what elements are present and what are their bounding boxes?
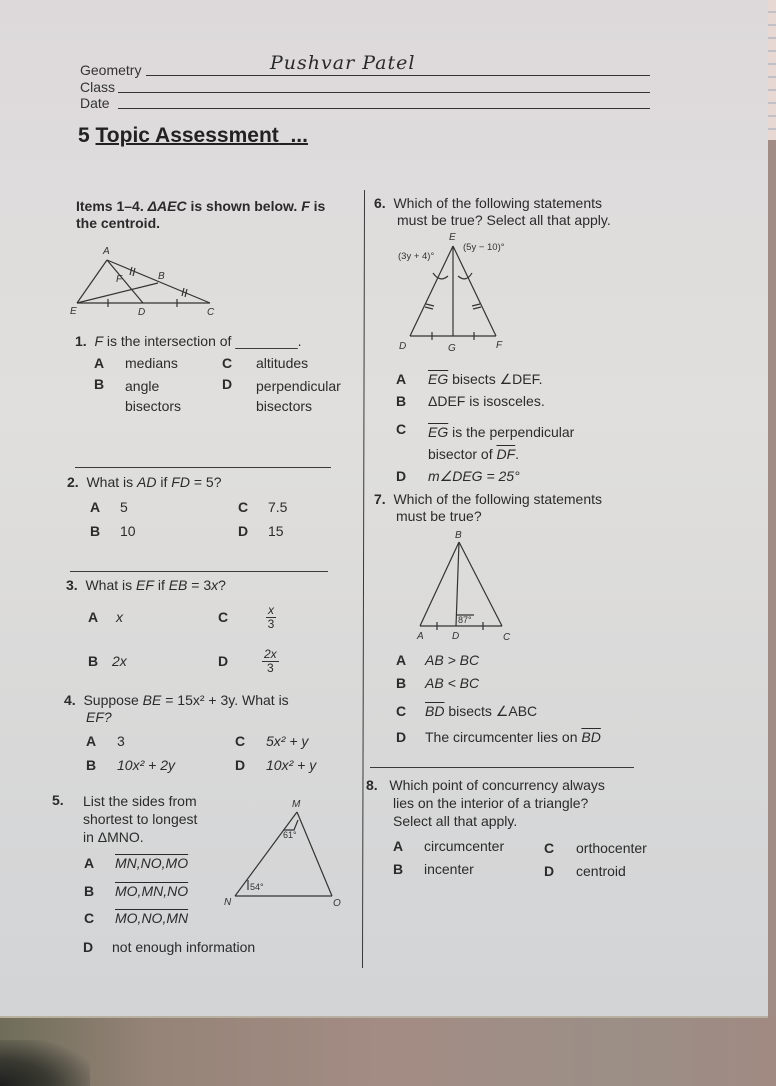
q7-option-a[interactable]: A xyxy=(396,652,407,668)
svg-text:B: B xyxy=(158,271,165,282)
svg-text:M: M xyxy=(292,799,301,810)
title-text: Topic Assessment xyxy=(95,124,279,147)
triangle-mno-diagram xyxy=(220,798,350,908)
svg-text:61°: 61° xyxy=(283,830,297,840)
separator-q7-q8 xyxy=(370,767,634,768)
q2-option-d[interactable]: D xyxy=(238,523,249,539)
q1-option-d-text: perpendicular bisectors xyxy=(256,378,341,414)
q7-option-c[interactable]: C xyxy=(396,703,407,719)
q5-option-c-text: MO,NO,MN xyxy=(115,910,189,926)
q1-option-a[interactable]: A xyxy=(94,355,105,371)
svg-text:(5y − 10)°: (5y − 10)° xyxy=(463,242,505,253)
student-name-handwritten: Pushvar Patel xyxy=(270,52,416,74)
svg-text:A: A xyxy=(103,246,110,257)
q5-option-b[interactable]: B xyxy=(84,883,95,899)
q6-option-b-text: ΔDEF is isosceles. xyxy=(428,393,545,409)
q1-option-a-text: medians xyxy=(125,355,178,371)
svg-text:(3y + 4)°: (3y + 4)° xyxy=(398,251,435,262)
svg-text:N: N xyxy=(224,897,232,908)
q3-option-b[interactable]: B xyxy=(88,653,99,669)
q8-option-d[interactable]: D xyxy=(544,863,555,879)
separator-q1-q2 xyxy=(75,467,331,468)
q4-option-a[interactable]: A xyxy=(86,733,97,749)
svg-text:E: E xyxy=(70,306,77,315)
q6-option-a-text: $\overline{EG}$ bisects ∠DEF. xyxy=(428,371,543,387)
q4-option-c[interactable]: C xyxy=(235,733,246,749)
desk-shadow xyxy=(0,1040,90,1086)
q7-option-a-text: AB > BC xyxy=(425,652,480,668)
svg-text:B: B xyxy=(455,530,462,541)
desk-background xyxy=(0,1016,776,1086)
q3-option-b-text: 2x xyxy=(112,653,127,669)
q1-option-c[interactable]: C xyxy=(222,355,233,371)
q5-option-d[interactable]: D xyxy=(83,939,94,955)
q8-option-a[interactable]: A xyxy=(393,838,404,854)
q2-option-c[interactable]: C xyxy=(238,499,249,515)
svg-text:D: D xyxy=(138,307,146,315)
q6-option-c[interactable]: C xyxy=(396,421,407,437)
question-5-number: 5. xyxy=(52,792,64,808)
q5-option-c[interactable]: C xyxy=(84,910,95,926)
date-line[interactable] xyxy=(118,108,650,109)
q1-option-b-text: angle bisectors xyxy=(125,378,182,414)
column-divider xyxy=(362,190,365,968)
q6-option-b[interactable]: B xyxy=(396,393,407,409)
svg-text:C: C xyxy=(207,307,215,315)
q8-option-c[interactable]: C xyxy=(544,840,555,856)
svg-text:F: F xyxy=(116,274,123,285)
svg-text:O: O xyxy=(333,898,341,908)
svg-text:87°: 87° xyxy=(458,615,472,625)
q4-option-c-text: 5x² + y xyxy=(266,733,309,749)
svg-text:54°: 54° xyxy=(250,882,264,892)
class-line[interactable] xyxy=(118,92,650,93)
q8-option-a-text: circumcenter xyxy=(424,838,505,854)
q2-option-d-text: 15 xyxy=(268,523,284,539)
q2-option-b[interactable]: B xyxy=(90,523,101,539)
q5-option-d-text: not enough information xyxy=(112,939,256,955)
separator-q2-q3 xyxy=(70,571,328,572)
class-label: Class xyxy=(80,79,116,95)
question-7-stem: 7. Which of the following statements must be true? xyxy=(374,491,603,524)
name-line xyxy=(146,75,650,76)
title-number: 5 xyxy=(78,124,90,147)
q2-option-c-text: 7.5 xyxy=(268,499,288,515)
question-2-stem: 2. What is AD if FD = 5? xyxy=(67,474,222,490)
triangle-def-diagram xyxy=(390,228,560,358)
q7-option-d[interactable]: D xyxy=(396,729,407,745)
q4-option-b-text: 10x² + 2y xyxy=(117,757,175,773)
q8-option-b-text: incenter xyxy=(424,861,474,877)
q2-option-b-text: 10 xyxy=(120,523,136,539)
svg-text:D: D xyxy=(452,631,460,642)
q7-option-d-text: The circumcenter lies on $\overline{BD}$ xyxy=(425,729,601,745)
q1-option-c-text: altitudes xyxy=(256,355,309,371)
question-5-stem: List the sides from shortest to longest in ΔMNO. xyxy=(83,793,198,845)
q5-option-b-text: MO,MN,NO xyxy=(115,883,189,899)
question-3-stem: 3. What is EF if EB = 3x? xyxy=(66,577,226,593)
q3-option-c[interactable]: C xyxy=(218,609,229,625)
q8-option-b[interactable]: B xyxy=(393,861,404,877)
intro-text: Items 1–4. ΔAEC is shown below. F is the centroid. xyxy=(76,198,326,231)
page-title xyxy=(78,124,308,148)
svg-text:G: G xyxy=(448,343,456,354)
svg-text:C: C xyxy=(503,632,511,643)
question-1-stem: 1. F is the intersection of ________. xyxy=(75,333,302,349)
q3-option-c-fraction: $\frac{x}{3}$ xyxy=(267,603,275,631)
question-4-stem: 4. Suppose BE = 15x² + 3y. What is EF? xyxy=(64,692,289,725)
q8-option-c-text: orthocenter xyxy=(576,840,647,856)
q6-option-c-text: $\overline{EG}$ is the perpendicular bisector of $\overline{DF}$. xyxy=(428,424,575,462)
q3-option-d[interactable]: D xyxy=(218,653,229,669)
triangle-aec-diagram xyxy=(70,235,230,315)
q4-option-d[interactable]: D xyxy=(235,757,246,773)
title-ellipsis: ... xyxy=(290,124,308,147)
q7-option-b-text: AB < BC xyxy=(425,675,480,691)
q6-option-d-text: m∠DEG = 25° xyxy=(428,468,520,484)
geometry-label: Geometry xyxy=(80,62,142,78)
triangle-abc-diagram xyxy=(390,527,530,647)
q5-option-a[interactable]: A xyxy=(84,855,95,871)
q7-option-c-text: $\overline{BD}$ bisects ∠ABC xyxy=(425,703,538,719)
q8-option-d-text: centroid xyxy=(576,863,626,879)
q2-option-a[interactable]: A xyxy=(90,499,101,515)
svg-text:E: E xyxy=(449,232,456,243)
q7-option-b[interactable]: B xyxy=(396,675,407,691)
q3-option-a[interactable]: A xyxy=(88,609,99,625)
question-6-stem: 6. Which of the following statements must be true? Select all that apply. xyxy=(374,195,611,228)
q4-option-b[interactable]: B xyxy=(86,757,97,773)
q6-option-a[interactable]: A xyxy=(396,371,407,387)
q1-option-d[interactable]: D xyxy=(222,376,233,392)
q6-option-d[interactable]: D xyxy=(396,468,407,484)
q4-option-d-text: 10x² + y xyxy=(266,757,317,773)
date-label: Date xyxy=(80,95,110,111)
svg-text:F: F xyxy=(496,340,503,351)
q4-option-a-text: 3 xyxy=(117,733,125,749)
q1-option-b[interactable]: B xyxy=(94,376,105,392)
svg-text:D: D xyxy=(399,341,407,352)
q5-option-a-text: MN,NO,MO xyxy=(115,855,189,871)
q2-option-a-text: 5 xyxy=(120,499,128,515)
svg-text:A: A xyxy=(417,631,424,642)
q3-option-a-text: x xyxy=(116,609,123,625)
q3-option-d-fraction: $\frac{2x}{3}$ xyxy=(264,647,277,675)
question-8-stem: 8. Which point of concurrency always lies on the interior of a triangle? Select all that apply. xyxy=(366,777,605,829)
